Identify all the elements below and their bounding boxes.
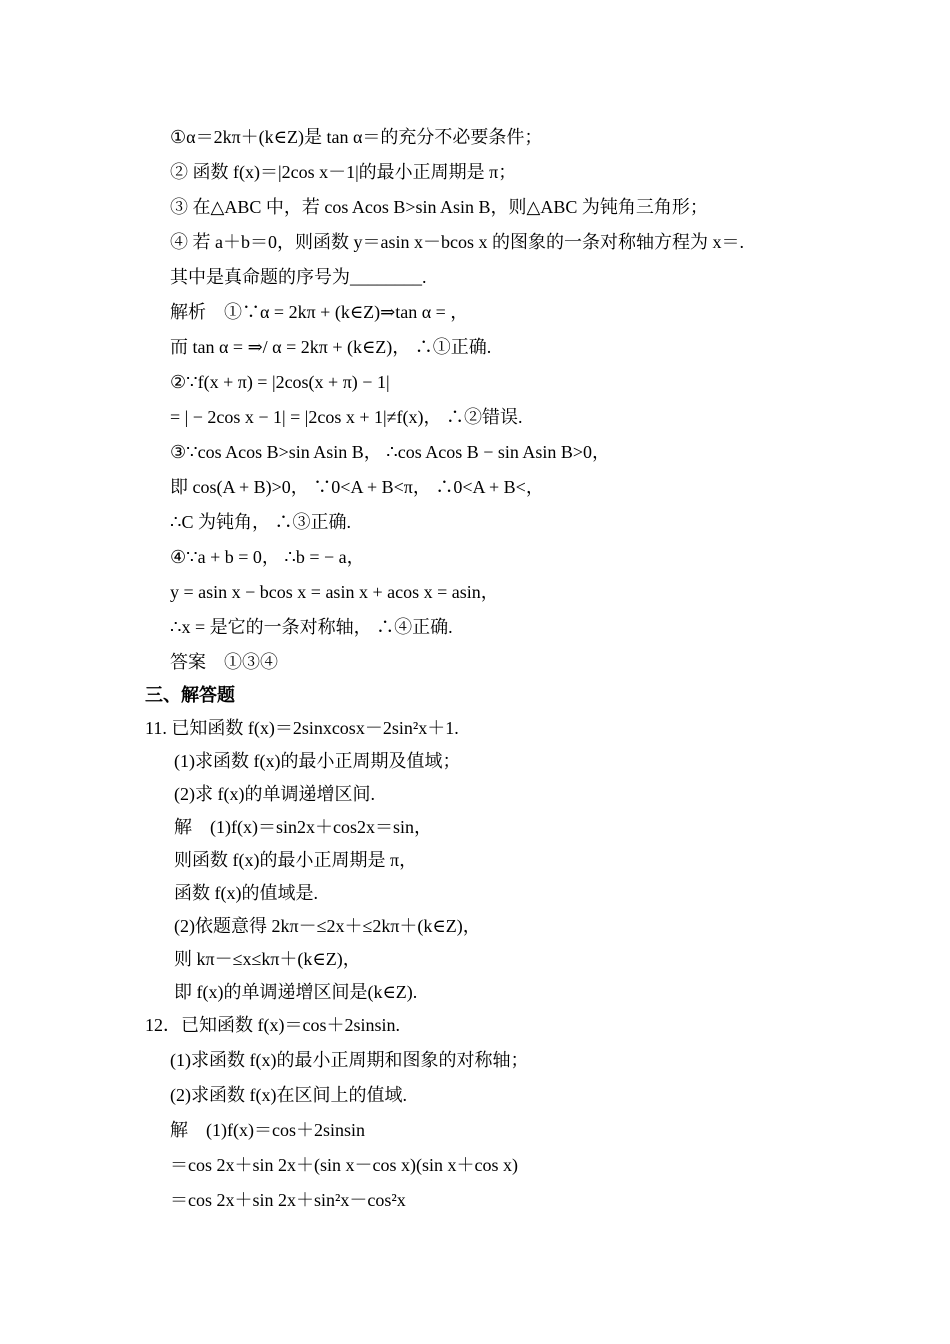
problem-12-part-1: (1)求函数 f(x)的最小正周期和图象的对称轴；	[170, 1050, 529, 1070]
solution-line: (2)依题意得 2kπ－≤2x＋≤2kπ＋(k∈Z)，	[174, 916, 481, 936]
answer-line: 答案 ①③④	[170, 652, 278, 672]
analysis-line: = | − 2cos x − 1| = |2cos x + 1|≠f(x)， ∴②错误.	[170, 407, 523, 427]
solution-line: 则 kπ－≤x≤kπ＋(k∈Z)，	[174, 949, 361, 969]
analysis-line: ∴x = 是它的一条对称轴， ∴④正确.	[170, 617, 453, 637]
problem-11-statement: 11. 已知函数 f(x)＝2sinxcosx－2sin²x＋1.	[145, 718, 459, 738]
analysis-line: ②∵f(x + π) = |2cos(x + π) − 1|	[170, 372, 390, 392]
solution-line: 则函数 f(x)的最小正周期是 π，	[174, 850, 418, 870]
proposition-4: ④ 若 a＋b＝0，则函数 y＝asin x－bcos x 的图象的一条对称轴方程为 x＝.	[170, 232, 744, 252]
section-heading: 三、解答题	[145, 685, 235, 705]
proposition-3: ③ 在△ABC 中，若 cos Acos B>sin Asin B，则△ABC 为钝角三角形；	[170, 197, 708, 217]
proposition-2: ② 函数 f(x)＝|2cos x－1|的最小正周期是 π；	[170, 162, 517, 182]
solution-line: 解 (1)f(x)＝sin2x＋cos2x＝sin，	[174, 817, 432, 837]
analysis-line: ④∵a + b = 0， ∴b = − a，	[170, 547, 365, 567]
solution-line: ＝cos 2x＋sin 2x＋(sin x－cos x)(sin x＋cos x)	[170, 1155, 518, 1175]
solution-line: 即 f(x)的单调递增区间是(k∈Z).	[174, 982, 418, 1002]
analysis-line: 而 tan α = ⇒/ α = 2kπ + (k∈Z)， ∴①正确.	[170, 337, 492, 357]
problem-12-part-2: (2)求函数 f(x)在区间上的值域.	[170, 1085, 407, 1105]
analysis-line: ③∵cos Acos B>sin Asin B， ∴cos Acos B − sin Asin B>0，	[170, 442, 611, 462]
problem-11-part-2: (2)求 f(x)的单调递增区间.	[174, 784, 375, 804]
problem-11-part-1: (1)求函数 f(x)的最小正周期及值域；	[174, 751, 461, 771]
solution-line: 解 (1)f(x)＝cos＋2sinsin	[170, 1120, 365, 1140]
solution-line: ＝cos 2x＋sin 2x＋sin²x－cos²x	[170, 1190, 406, 1210]
solution-line: 函数 f(x)的值域是.	[174, 883, 318, 903]
analysis-line: ∴C 为钝角， ∴③正确.	[170, 512, 351, 532]
proposition-1: ①α＝2kπ＋(k∈Z)是 tan α＝的充分不必要条件；	[170, 127, 543, 147]
analysis-line: y = asin x − bcos x = asin x + acos x = asin，	[170, 582, 499, 602]
question-prompt: 其中是真命题的序号为________.	[170, 267, 427, 287]
analysis-line: 即 cos(A + B)>0， ∵0<A + B<π， ∴0<A + B<，	[170, 477, 544, 497]
analysis-line: 解析 ①∵α = 2kπ + (k∈Z)⇒tan α = ，	[170, 302, 469, 322]
problem-12-statement: 12．已知函数 f(x)＝cos＋2sinsin.	[145, 1015, 400, 1035]
